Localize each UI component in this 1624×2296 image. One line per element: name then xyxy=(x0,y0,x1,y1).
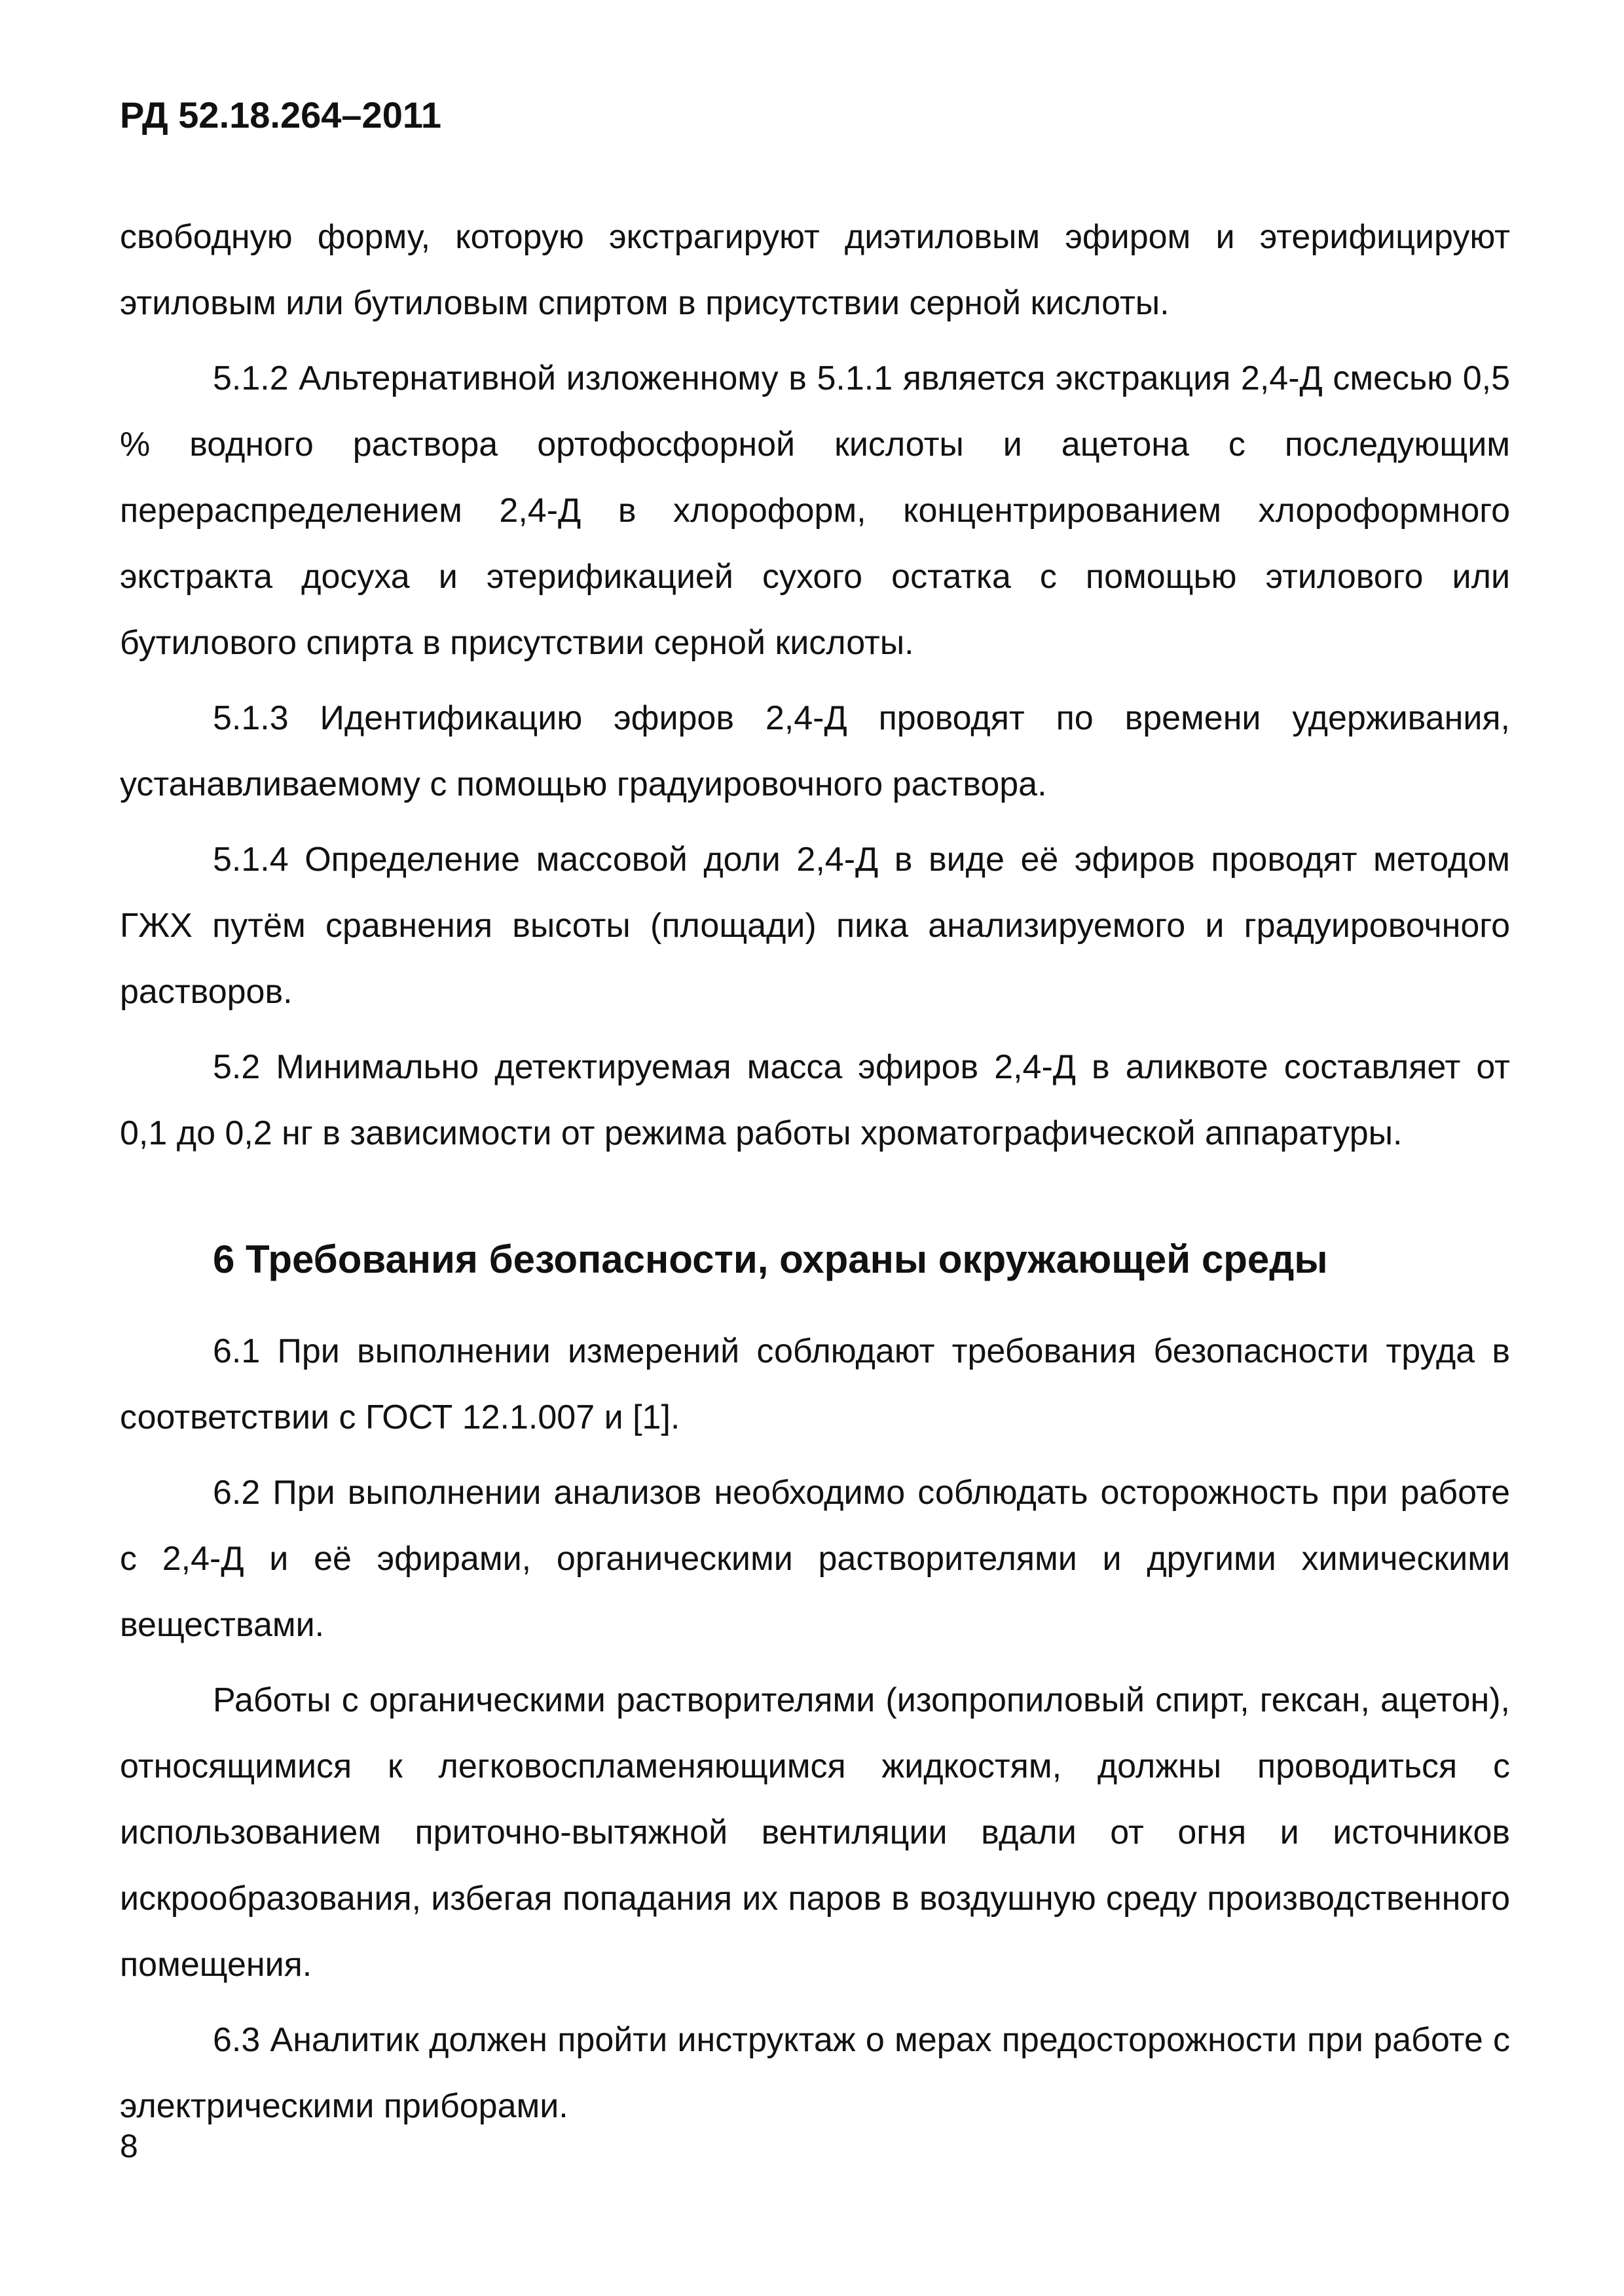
paragraph-5-1-3: 5.1.3 Идентификацию эфиров 2,4-Д проводят по времени удерживания, устанавливаемому с помощью градуировочного раствора. xyxy=(120,699,1510,803)
section-6-heading: 6 Требования безопасности, охраны окружающей среды xyxy=(213,1237,1328,1281)
page-number: 8 xyxy=(120,2128,138,2164)
paragraph-continuation: свободную форму, которую экстрагируют диэтиловым эфиром и этерифицируют этиловым или бутиловым спиртом в присутствии серной кислоты. xyxy=(120,218,1510,322)
paragraph-5-2: 5.2 Минимально детектируемая масса эфиров 2,4-Д в аликвоте составляет от 0,1 до 0,2 нг в зависимости от режима работы хроматографической аппаратуры. xyxy=(120,1048,1510,1152)
document-code: РД 52.18.264–2011 xyxy=(120,94,442,136)
document-body xyxy=(120,204,1510,2149)
paragraph-6-3: 6.3 Аналитик должен пройти инструктаж о мерах предосторожности при работе с электрическими приборами. xyxy=(120,2021,1510,2125)
paragraph-6-1: 6.1 При выполнении измерений соблюдают требования безопасности труда в соответствии с ГОСТ 12.1.007 и [1]. xyxy=(120,1332,1510,1436)
paragraph-6-2-solvents: Работы с органическими растворителями (изопропиловый спирт, гексан, ацетон), относящимися к легковоспламеняющимся жидкостям, должны проводиться с использованием приточно-вытяжной вентиляции вдали от огня и источников искрообразования, избегая попадания их паров в воздушную среду производственного помещения. xyxy=(120,1681,1510,1984)
paragraph-5-1-2: 5.1.2 Альтернативной изложенному в 5.1.1 является экстракция 2,4-Д смесью 0,5 % водного раствора ортофосфорной кислоты и ацетона с последующим перераспределением 2,4-Д в хлороформ, концентрированием хлороформного экстракта досуха и этерификацией сухого остатка с помощью этилового или бутилового спирта в присутствии серной кислоты. xyxy=(120,359,1510,662)
paragraph-5-1-4: 5.1.4 Определение массовой доли 2,4-Д в виде её эфиров проводят методом ГЖХ путём сравнения высоты (площади) пика анализируемого и градуировочного растворов. xyxy=(120,841,1510,1011)
paragraph-6-2: 6.2 При выполнении анализов необходимо соблюдать осторожность при работе с 2,4-Д и её эфирами, органическими растворителями и другими химическими веществами. xyxy=(120,1474,1510,1644)
